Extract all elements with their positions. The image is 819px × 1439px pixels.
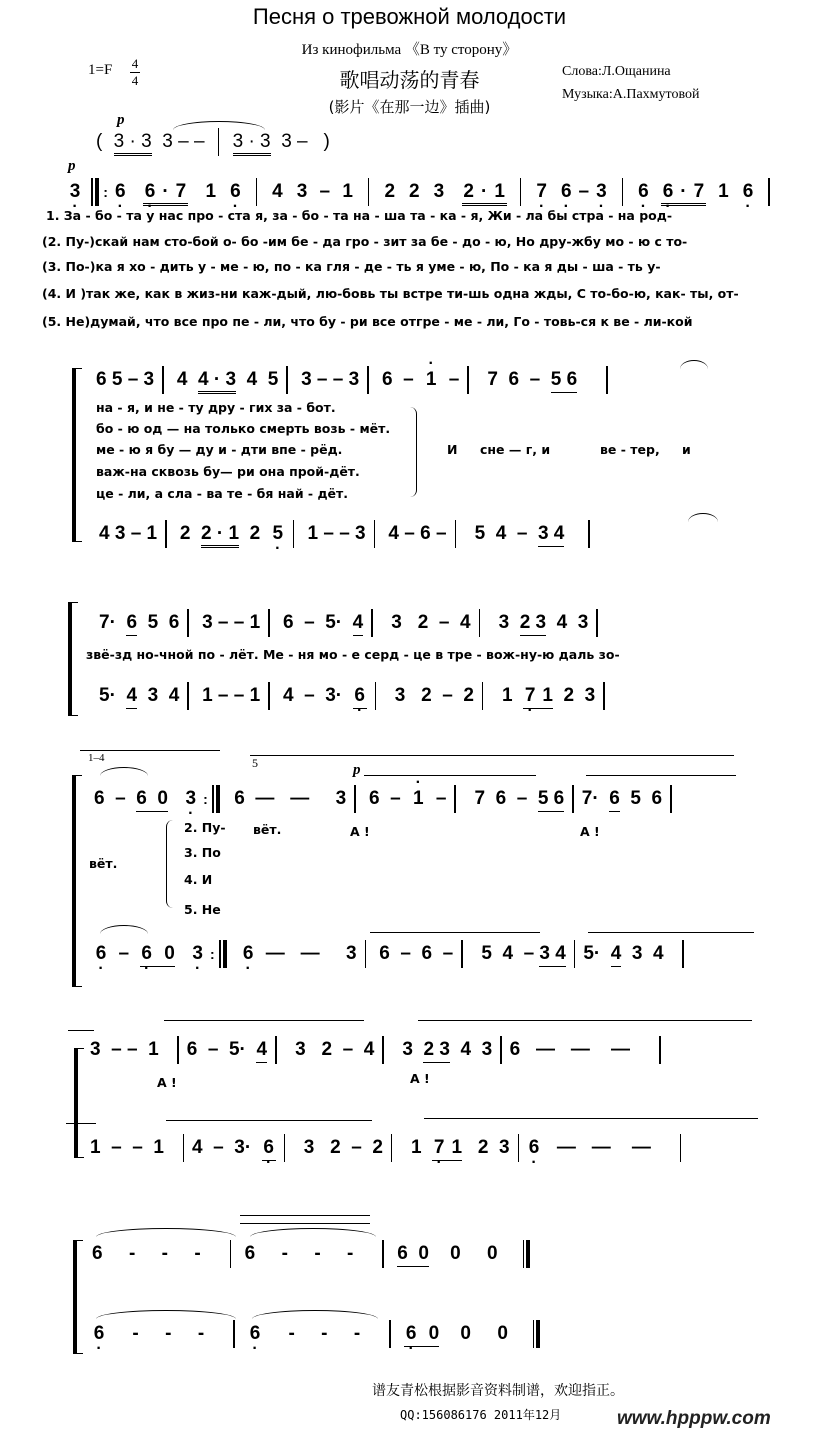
chinese-title: 歌唱动荡的青春 [339, 68, 480, 92]
chinese-subtitle: (影片《在那一边》插曲) [328, 98, 491, 116]
system1-dynamic: p [68, 158, 76, 174]
system6-upper: 6 - - - 6 - - - 6 0 0 0 [92, 1240, 534, 1268]
system4-lower: 6 · – 6 · 0 3 · : 6 · — — 3 6 – 6 – 5 4 – 3 4 5· 4 3 4 [94, 940, 692, 968]
volta-1-label: 1–4 [88, 752, 105, 764]
intro-measure: ( 3 · 3 3 – – 3 · 3 3 – ) [96, 128, 330, 156]
system3-lyrics: звё-зд но-чной по - лёт. Ме - ня мо - е серд - це в тре - вож-ну-ю даль зо- [86, 647, 620, 662]
refrain-word-2: сне — г, и [480, 442, 551, 457]
system2-verse-2: бо - ю од — на только смерть возь - мёт. [96, 421, 391, 436]
system2-lower: 4 3 – 1 2 2 · 1 2 5 · 1 – – 3 4 – 6 – 5 4 – 3 4 [99, 520, 598, 548]
system4-exclaim-1: А ! [350, 824, 370, 839]
system5-upper: 3 – – 1 6 – 5· 4 3 2 – 4 3 2 3 4 3 6 — — — [90, 1036, 669, 1064]
verse-3: (3. По-)ка я хо - дить у - ме - ю, по - ка гля - де - ть я уме - ю, По - ка я ды - ша - ть у- [42, 259, 661, 274]
time-top: 4 [131, 56, 139, 71]
system5-lower: 1 – – 1 4 – 3· 6 · 3 2 – 2 1 7 · 1 2 3 6 · — — — [90, 1134, 689, 1162]
system3-lower: 5· 4 3 4 1 – – 1 4 – 3· 6 · 3 2 – 2 1 7 · 1 2 3 [99, 682, 613, 710]
system6-lower: 6 · - - - 6 · - - - 6 · 0 0 0 [92, 1320, 544, 1348]
verse-return-5: 5. Не [184, 902, 221, 917]
song-title: Песня о тревожной молодости [252, 4, 567, 29]
composer-credit: Музыка:А.Пахмутовой [562, 87, 700, 102]
site-watermark: www.hpppw.com [617, 1408, 771, 1429]
system1-melody: 3 · : 6 · 6 · · 7 1 6 · 4 3 – 1 2 2 3 2 · 1 7 · 6 · – 3 · 6 · 6 · · 7 1 6 · [68, 178, 778, 206]
system2-verse-3: ме - ю я бу — ду и - дти впе - рёд. [96, 442, 343, 457]
volta-2-label: 5 [252, 756, 258, 770]
system4-lyric-left: вёт. [89, 856, 118, 871]
refrain-word-1: И [447, 442, 458, 457]
verse-return-4: 4. И [184, 872, 213, 887]
refrain-word-4: и [682, 442, 691, 457]
intro-dynamic: p [117, 112, 125, 128]
key-signature: 1=F [88, 62, 113, 78]
time-bottom: 4 [131, 73, 139, 88]
verse-return-3: 3. По [184, 845, 221, 860]
transcriber-note: 谱友青松根据影音资料制谱，欢迎指正。 [372, 1383, 624, 1399]
verse-1: 1. За - бо - та у нас про - ста я, за - бо - та на - ша та - ка - я, Жи - ла бы стра - на род- [46, 208, 673, 223]
system4-upper: 6 – 6 0 3 · : 6 — — 3 6 – · 1 – 7 6 – 5 6 7· 6 5 6 [94, 785, 680, 813]
verse-return-2: 2. Пу- [184, 820, 226, 835]
contact-date: QQ:156086176 2011年12月 [400, 1408, 562, 1422]
lyricist-credit: Слова:Л.Ощанина [562, 64, 671, 79]
system3-upper: 7· 6 5 6 3 – – 1 6 – 5· 4 3 2 – 4 3 2 3 4 3 [99, 609, 606, 637]
system4-dynamic: p [353, 762, 361, 778]
verse-4: (4. И )так же, как в жиз-ни каж-дый, лю-бовь ты встре ти-шь одна жды, С то-бо-ю, как- ты, от- [42, 286, 739, 301]
refrain-word-3: ве - тер, [600, 442, 660, 457]
system4-exclaim-2: А ! [580, 824, 600, 839]
system5-exclaim-2: А ! [410, 1071, 430, 1086]
system2-verse-4: важ-на сквозь бу— ри она прой-дёт. [96, 464, 360, 479]
system2-verse-1: на - я, и не - ту дру - гих за - бот. [96, 400, 336, 415]
verse-5: (5. Не)думай, что все про пе - ли, что бу - ри все отгре - ме - ли, Го - товь-ся к ве - ли-кой [42, 314, 693, 329]
system2-verse-5: це - ли, а сла - ва те - бя най - дёт. [96, 486, 349, 501]
system2-upper: 6 5 – 3 4 4 · 3 4 5 3 – – 3 6 – · 1 – 7 6 – 5 6 [96, 366, 616, 394]
system5-exclaim-1: А ! [157, 1075, 177, 1090]
system4-lyric-after: вёт. [253, 822, 282, 837]
film-subtitle: Из кинофильма 《В ту сторону》 [301, 42, 518, 58]
verse-2: (2. Пу-)скай нам сто-бой о- бо -им бе - да гро - зит за бе - до - ю, Но дру-жбу мо - ю с то- [42, 234, 688, 249]
